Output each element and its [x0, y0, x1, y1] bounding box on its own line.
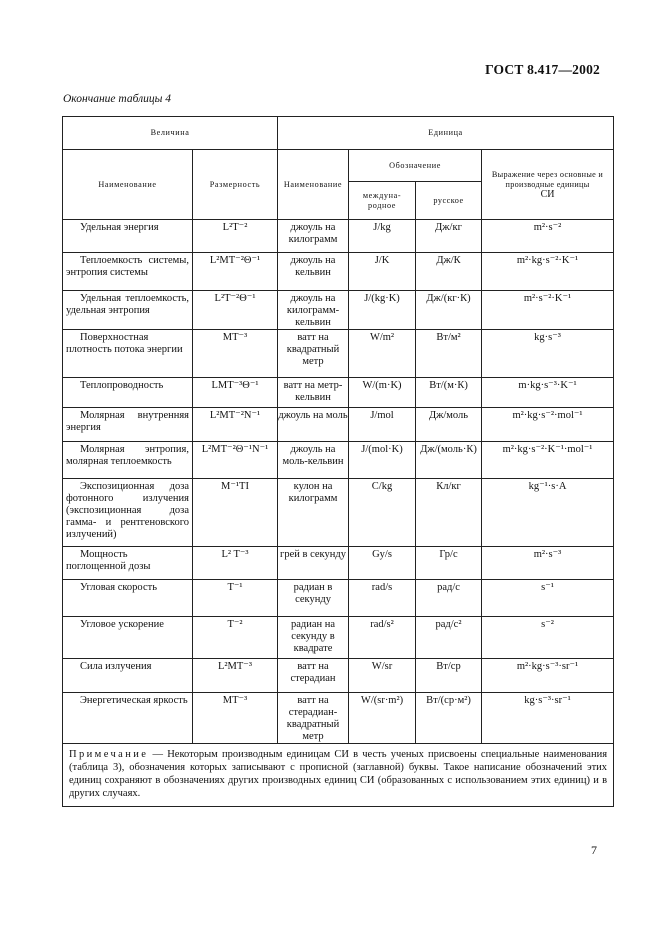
quantity-name: Молярная энтропия, молярная теплоемкость	[66, 444, 189, 467]
russian-symbol-cell: Дж/(кг·К)	[416, 291, 482, 330]
russian-symbol-cell: Дж/моль	[416, 408, 482, 442]
quantity-name-cell	[63, 659, 193, 693]
table-row	[63, 617, 614, 659]
quantity-name-cell	[63, 220, 193, 253]
russian-symbol-cell: Дж/К	[416, 253, 482, 291]
quantity-name: Поверхностная плотность потока энергии	[66, 332, 183, 355]
table-row	[63, 253, 614, 291]
quantity-name-cell	[63, 580, 193, 617]
quantity-name-cell	[63, 291, 193, 330]
unit-name-cell: ватт на квадратный метр	[278, 330, 349, 378]
russian-symbol-cell: Вт/(ср·м²)	[416, 693, 482, 744]
units-table	[62, 116, 614, 807]
international-symbol-cell: W/(sr·m²)	[349, 693, 416, 744]
expression-cell: s⁻²	[482, 617, 614, 659]
expression-cell: m²·s⁻³	[482, 547, 614, 580]
unit-name-cell: джоуль на моль	[278, 408, 349, 442]
quantity-name-cell	[63, 330, 193, 378]
dimension-cell: T⁻²	[193, 617, 278, 659]
dimension-cell: L²T⁻²Θ⁻¹	[193, 291, 278, 330]
unit-name-cell: ватт на метр-кельвин	[278, 378, 349, 408]
expression-cell: kg·s⁻³	[482, 330, 614, 378]
international-symbol-cell: Gy/s	[349, 547, 416, 580]
quantity-name-cell	[63, 617, 193, 659]
russian-symbol-cell: Вт/ср	[416, 659, 482, 693]
table-note	[63, 744, 614, 807]
unit-name-cell: ватт на стерадиан-квадратный метр	[278, 693, 349, 744]
header-name: Наименование	[63, 150, 193, 220]
table-row	[63, 442, 614, 479]
quantity-name-cell	[63, 693, 193, 744]
header-expression-si: СИ	[540, 188, 555, 200]
russian-symbol-cell: Вт/(м·К)	[416, 378, 482, 408]
unit-name-cell: кулон на килограмм	[278, 479, 349, 547]
expression-cell: m²·s⁻²	[482, 220, 614, 253]
international-symbol-cell: rad/s²	[349, 617, 416, 659]
russian-symbol-cell: Гр/с	[416, 547, 482, 580]
dimension-cell: L²MT⁻²N⁻¹	[193, 408, 278, 442]
dimension-cell: L²MT⁻²Θ⁻¹	[193, 253, 278, 291]
note-text: — Некоторым производным единицам СИ в честь ученых присвоены специальные наименования (таблица 3), обозначения которых записывают с прописной (заглавной) буквы. Такое написание обозначений этих единиц сохраняют в обозначениях других производных единиц СИ (образованных с использованием этих единиц) и в других случаях.	[69, 749, 608, 799]
quantity-name-cell	[63, 442, 193, 479]
quantity-name: Энергетическая яркость	[80, 695, 188, 706]
russian-symbol-cell: Вт/м²	[416, 330, 482, 378]
quantity-name: Мощность поглощенной дозы	[66, 549, 151, 572]
dimension-cell: MT⁻³	[193, 330, 278, 378]
dimension-cell: LMT⁻³Θ⁻¹	[193, 378, 278, 408]
russian-symbol-cell: Кл/кг	[416, 479, 482, 547]
unit-name-cell: джоуль на килограмм-кельвин	[278, 291, 349, 330]
note-label: Примечание	[69, 749, 149, 760]
header-designation: Обозначение	[349, 150, 482, 182]
russian-symbol-cell: рад/с²	[416, 617, 482, 659]
header-quantity: Величина	[63, 117, 278, 150]
table-row	[63, 330, 614, 378]
international-symbol-cell: J/(mol·K)	[349, 442, 416, 479]
header-russian: русское	[416, 182, 482, 220]
international-symbol-cell: J/(kg·K)	[349, 291, 416, 330]
quantity-name: Молярная внутренняя энергия	[66, 410, 189, 433]
table-row	[63, 580, 614, 617]
dimension-cell: M⁻¹TI	[193, 479, 278, 547]
international-symbol-cell: J/mol	[349, 408, 416, 442]
unit-name-cell: ватт на стерадиан	[278, 659, 349, 693]
unit-name-cell: джоуль на килограмм	[278, 220, 349, 253]
dimension-cell: L²T⁻²	[193, 220, 278, 253]
header-expression-text: Выражение через основные и производные единицы	[491, 169, 604, 189]
dimension-cell: L²MT⁻³	[193, 659, 278, 693]
header-unit: Единица	[278, 117, 614, 150]
table-caption: Окончание таблицы 4	[63, 93, 171, 105]
expression-cell: m·kg·s⁻³·K⁻¹	[482, 378, 614, 408]
expression-cell: m²·kg·s⁻²·K⁻¹·mol⁻¹	[482, 442, 614, 479]
expression-cell: m²·kg·s⁻²·K⁻¹	[482, 253, 614, 291]
quantity-name-cell	[63, 547, 193, 580]
quantity-name: Угловая скорость	[80, 582, 157, 593]
international-symbol-cell: J/K	[349, 253, 416, 291]
quantity-name: Теплоемкость системы, энтропия системы	[66, 255, 189, 278]
expression-cell: kg⁻¹·s·A	[482, 479, 614, 547]
unit-name-cell: грей в секунду	[278, 547, 349, 580]
russian-symbol-cell: Дж/кг	[416, 220, 482, 253]
international-symbol-cell: W/(m·K)	[349, 378, 416, 408]
expression-cell: kg·s⁻³·sr⁻¹	[482, 693, 614, 744]
quantity-name: Удельная теплоемкость, удельная энтропия	[66, 293, 189, 316]
expression-cell: m²·kg·s⁻³·sr⁻¹	[482, 659, 614, 693]
table-row	[63, 659, 614, 693]
quantity-name: Сила излучения	[80, 661, 152, 672]
unit-name-cell: радиан на секунду в квадрате	[278, 617, 349, 659]
international-symbol-cell: J/kg	[349, 220, 416, 253]
standard-header: ГОСТ 8.417—2002	[485, 62, 600, 77]
unit-name-cell: радиан в секунду	[278, 580, 349, 617]
dimension-cell: T⁻¹	[193, 580, 278, 617]
expression-cell: s⁻¹	[482, 580, 614, 617]
header-unit-name: Наименование	[278, 150, 349, 220]
international-symbol-cell: rad/s	[349, 580, 416, 617]
table-row	[63, 408, 614, 442]
expression-cell: m²·s⁻²·K⁻¹	[482, 291, 614, 330]
quantity-name: Угловое ускорение	[80, 619, 164, 630]
table-row	[63, 479, 614, 547]
international-symbol-cell: C/kg	[349, 479, 416, 547]
page-number: 7	[591, 843, 597, 857]
quantity-name-cell	[63, 479, 193, 547]
table-row	[63, 693, 614, 744]
international-symbol-cell: W/m²	[349, 330, 416, 378]
table-row	[63, 547, 614, 580]
unit-name-cell: джоуль на кельвин	[278, 253, 349, 291]
table-row	[63, 378, 614, 408]
quantity-name: Экспозиционная доза фотонного излучения (экспозиционная доза гамма- и рентгеновского излучений)	[66, 481, 189, 540]
quantity-name-cell	[63, 253, 193, 291]
dimension-cell: L²MT⁻²Θ⁻¹N⁻¹	[193, 442, 278, 479]
header-expression	[482, 150, 614, 220]
table-row	[63, 220, 614, 253]
quantity-name: Удельная энергия	[80, 222, 159, 233]
expression-cell: m²·kg·s⁻²·mol⁻¹	[482, 408, 614, 442]
dimension-cell: L² T⁻³	[193, 547, 278, 580]
quantity-name: Теплопроводность	[80, 380, 164, 391]
international-symbol-cell: W/sr	[349, 659, 416, 693]
unit-name-cell: джоуль на моль-кельвин	[278, 442, 349, 479]
dimension-cell: MT⁻³	[193, 693, 278, 744]
quantity-name-cell	[63, 408, 193, 442]
header-international: междуна-родное	[349, 182, 416, 220]
quantity-name-cell	[63, 378, 193, 408]
russian-symbol-cell: Дж/(моль·К)	[416, 442, 482, 479]
russian-symbol-cell: рад/с	[416, 580, 482, 617]
header-dimension: Размерность	[193, 150, 278, 220]
table-row	[63, 291, 614, 330]
